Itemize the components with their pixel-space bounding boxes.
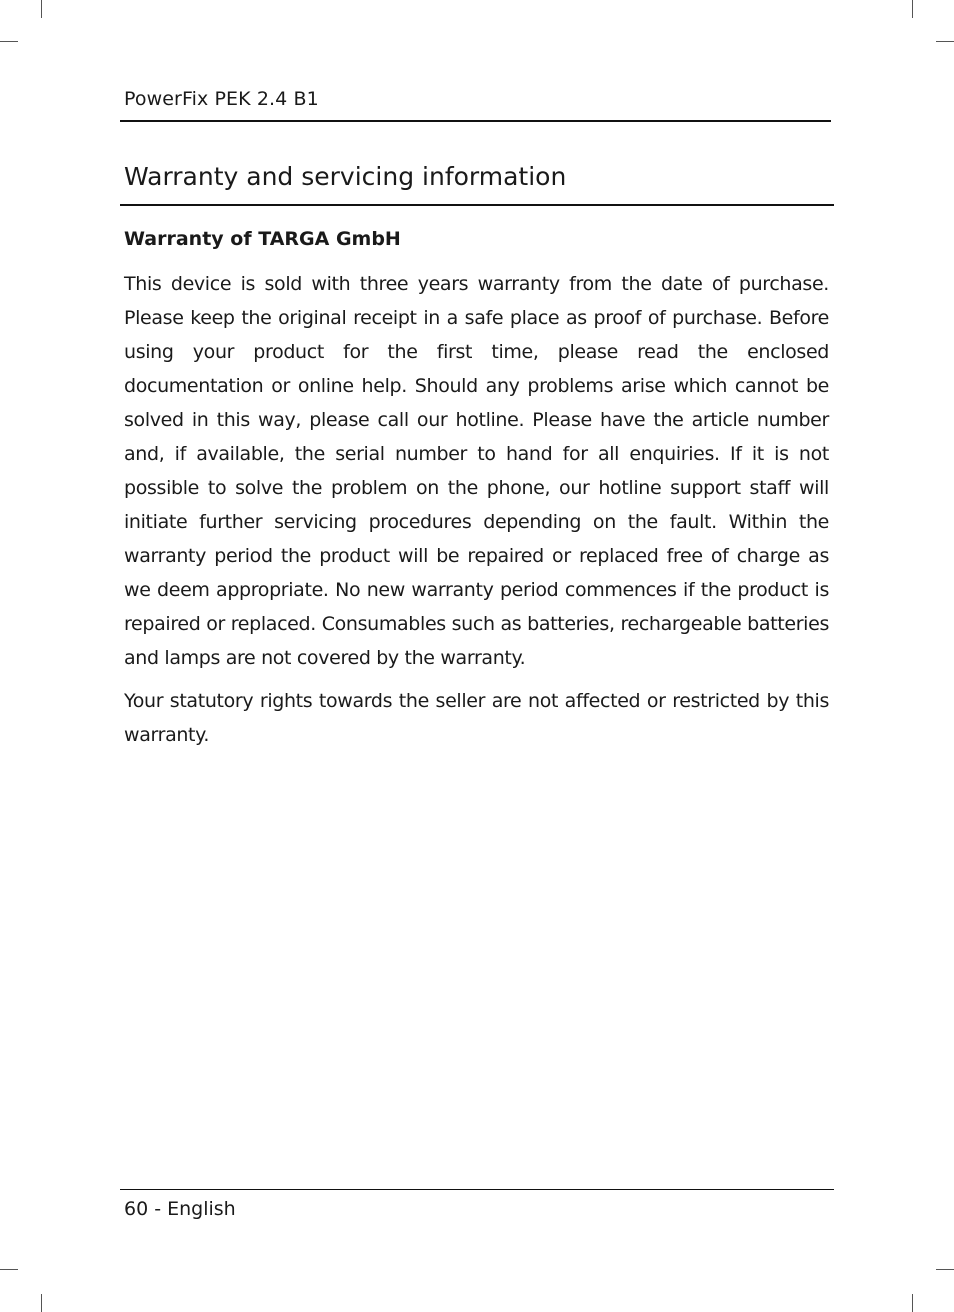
crop-mark-left-top [0, 41, 18, 42]
crop-mark-bottom-left [41, 1294, 42, 1312]
section-divider [120, 204, 834, 206]
running-header: PowerFix PEK 2.4 B1 [124, 88, 319, 110]
warranty-paragraph: This device is sold with three years warranty from the date of purchase. Please keep the original receipt in a safe place as proof of purchase. Before using your product for the first time, please read the enclosed documentation or online help. Should any problems arise which cannot be solved in this way, please call our hotline. Please have the article number and, if available, the serial number to hand for all enquiries. If it is not possible to solve the problem on the phone, our hotline support staff will initiate further servicing procedures depending on the fault. Within the warranty period the product will be repaired or replaced free of charge as we deem appropriate. No new warranty period commences if the product is repaired or replaced. Consumables such as batteries, rechargeable batteries and lamps are not covered by the warranty. [124, 273, 829, 669]
crop-mark-bottom-right [912, 1294, 913, 1312]
subsection-title: Warranty of TARGA GmbH [124, 228, 401, 250]
statutory-rights-paragraph: Your statutory rights towards the seller are not affected or restricted by this warranty. [124, 690, 829, 746]
crop-mark-top-right [912, 0, 913, 18]
header-divider [120, 120, 831, 122]
crop-mark-top-left [41, 0, 42, 18]
footer-divider [120, 1189, 834, 1190]
crop-mark-left-bottom [0, 1269, 18, 1270]
page-number: 60 - English [124, 1198, 236, 1220]
crop-mark-right-top [936, 41, 954, 42]
crop-mark-right-bottom [936, 1269, 954, 1270]
section-title: Warranty and servicing information [124, 162, 567, 191]
